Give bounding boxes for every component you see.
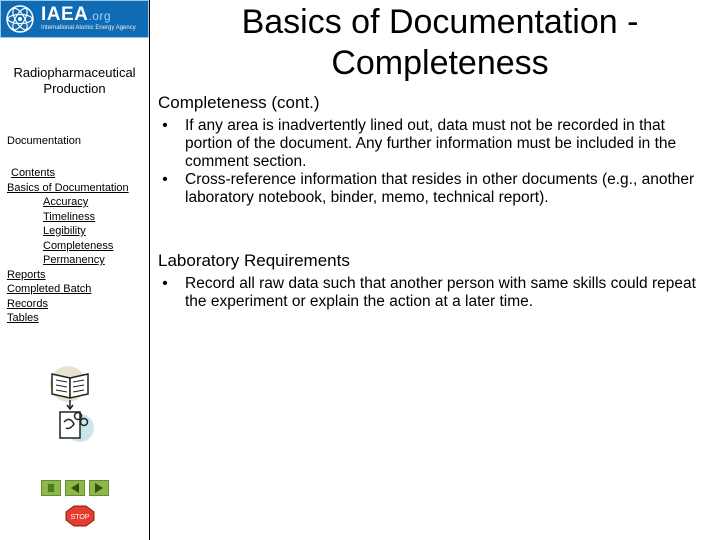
nav-link-tables[interactable]: Tables	[7, 312, 39, 324]
nav-link-basics-of-documentation[interactable]: Basics of Documentation	[7, 181, 129, 194]
book-notebook-icon	[48, 364, 98, 444]
home-button[interactable]	[41, 480, 61, 496]
stop-sign-icon	[65, 505, 95, 527]
forward-arrow-icon	[90, 481, 108, 495]
nav-link-legibility[interactable]: Legibility	[43, 225, 86, 237]
back-arrow-icon	[66, 481, 84, 495]
stop-button[interactable]	[65, 505, 95, 527]
bullet-marker: •	[162, 171, 168, 188]
section-title: Radiopharmaceutical Production	[13, 65, 136, 96]
nav-link-completeness[interactable]: Completeness	[43, 239, 114, 252]
nav-link-contents[interactable]: Contents	[11, 167, 56, 179]
heading-completeness: Completeness (cont.)	[158, 93, 320, 112]
nav-link-completed-batch[interactable]: Completed Batch	[7, 283, 92, 295]
iaea-logo[interactable]	[0, 0, 149, 38]
nav-link-reports[interactable]: Reports	[7, 268, 46, 281]
nav-link-records[interactable]: Records	[7, 297, 48, 310]
nav-link-timeliness[interactable]: Timeliness	[43, 210, 96, 223]
home-button-icon	[42, 481, 60, 495]
bullet-text: If any area is inadvertently lined out, data must not be recorded in that portion of the document. Any further information must be included in the comment section.	[185, 117, 677, 170]
logo-subtitle: International Atomic Energy Agency	[41, 25, 136, 31]
heading-laboratory-requirements: Laboratory Requirements	[158, 251, 350, 270]
svg-text:STOP: STOP	[70, 514, 90, 521]
iaea-emblem-icon	[5, 4, 35, 34]
slide-title: Basics of Documentation - Completeness	[241, 3, 639, 82]
bullet-text: Record all raw data such that another person with same skills could repeat the experiment or explain the action at a later time.	[185, 275, 696, 310]
nav-heading: Documentation	[7, 135, 81, 147]
nav-link-permanency[interactable]: Permanency	[43, 254, 105, 266]
list-item	[158, 117, 713, 171]
sidebar	[0, 0, 149, 540]
back-button[interactable]	[65, 480, 85, 496]
forward-button[interactable]	[89, 480, 109, 496]
bullet-marker: •	[162, 117, 168, 134]
sidebar-divider	[149, 0, 150, 540]
bullet-marker: •	[162, 275, 168, 292]
list-item	[158, 171, 713, 207]
bullet-list-lab-requirements	[158, 275, 713, 311]
list-item	[158, 275, 713, 311]
bullet-list-completeness	[158, 117, 713, 207]
bullet-text: Cross-reference information that resides in other documents (e.g., another laboratory notebook, binder, memo, technical report).	[185, 171, 695, 206]
logo-text: IAEA.org	[41, 4, 112, 25]
sidebar-nav	[7, 166, 129, 326]
nav-link-accuracy[interactable]: Accuracy	[43, 196, 89, 208]
